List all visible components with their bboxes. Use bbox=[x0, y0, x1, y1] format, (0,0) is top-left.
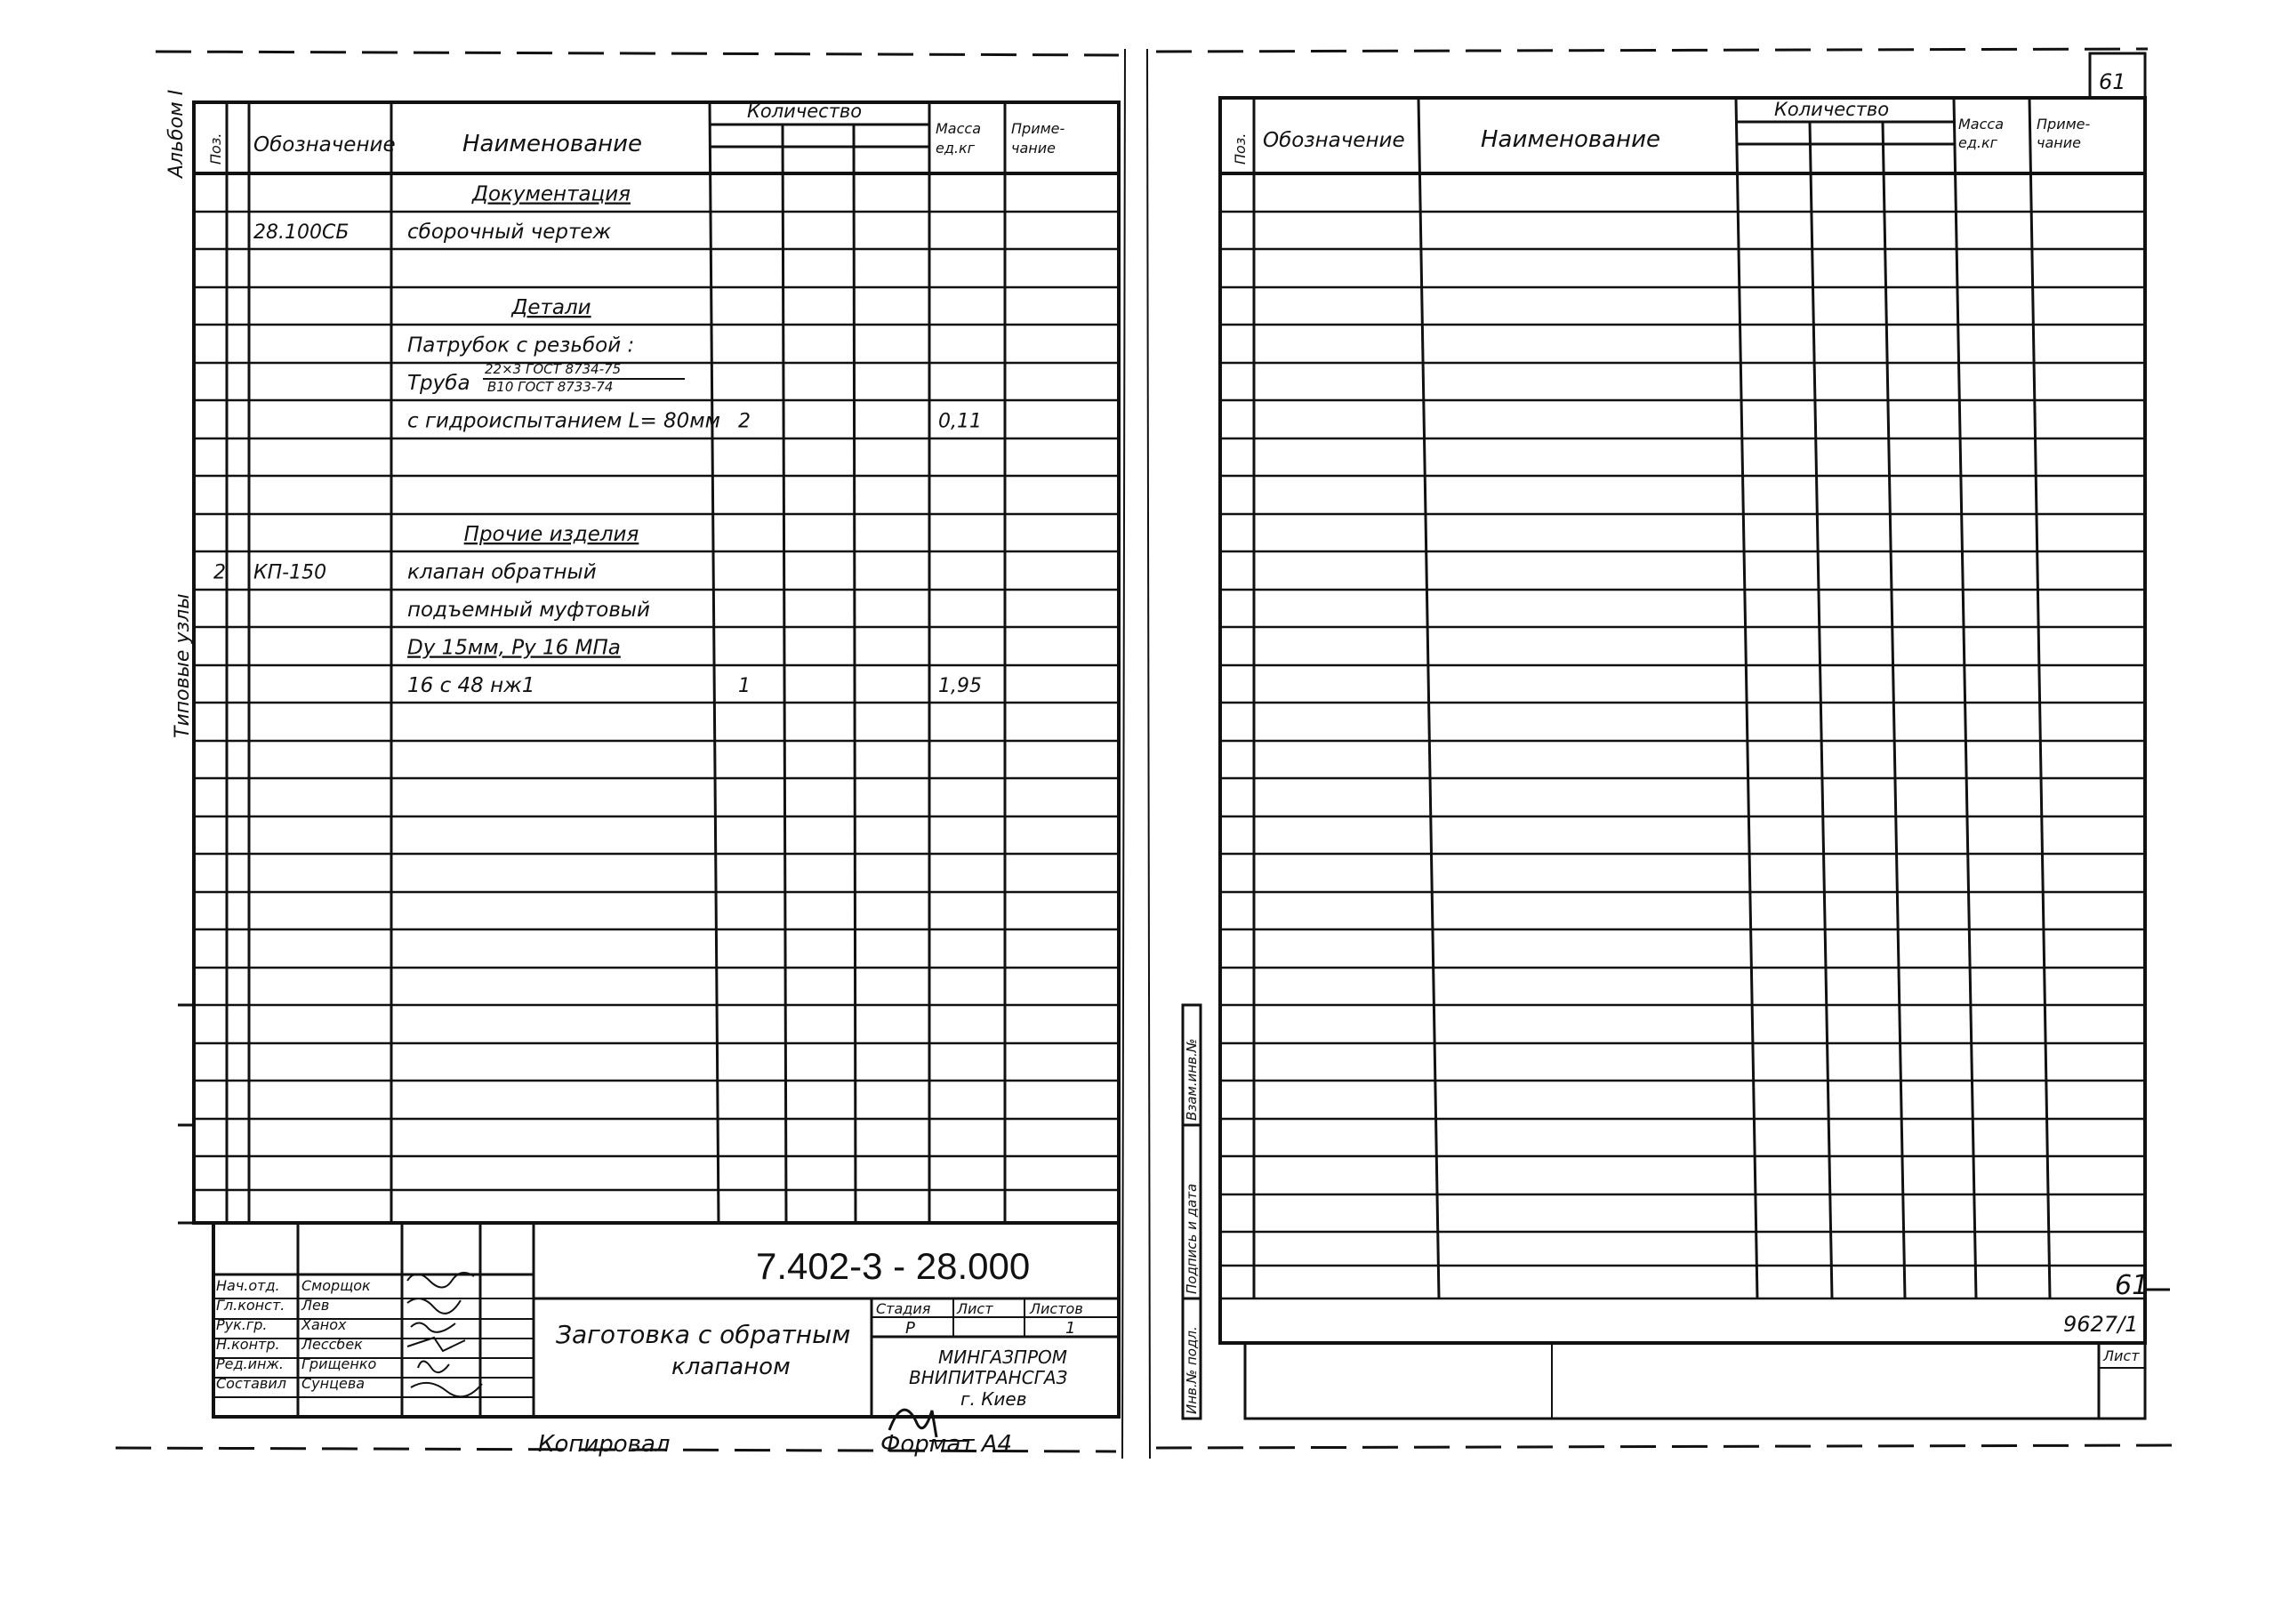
left-row-lines bbox=[194, 212, 1119, 1190]
signature-name: Сморщок bbox=[301, 1277, 371, 1294]
row-name: сборочный чертеж bbox=[407, 221, 612, 244]
header-note: Приме- bbox=[1011, 120, 1065, 137]
footer-copied: Копировал bbox=[538, 1431, 671, 1458]
signature-role: Гл.конст. bbox=[216, 1297, 285, 1314]
spec-rows bbox=[213, 183, 982, 698]
stamp-sign-label: Подпись и дата bbox=[1184, 1183, 1200, 1294]
row-name-fraction-bottom: В10 ГОСТ 8733-74 bbox=[487, 379, 614, 395]
svg-text:Приме-: Приме- bbox=[2037, 116, 2091, 133]
signature-role: Нач.отд. bbox=[216, 1277, 280, 1294]
row-qty: 1 bbox=[738, 675, 751, 697]
side-label-typical-nodes: Типовые узлы bbox=[172, 593, 194, 738]
svg-text:ед.кг: ед.кг bbox=[936, 140, 976, 157]
bottom-code: 9627/1 bbox=[2063, 1312, 2139, 1337]
section-heading: Детали bbox=[511, 296, 591, 319]
header-designation-right: Обозначение bbox=[1263, 129, 1405, 152]
signature-role: Рук.гр. bbox=[216, 1316, 268, 1333]
stamp-replace-label: Взам.инв.№ bbox=[1184, 1038, 1200, 1121]
header-designation: Обозначение bbox=[253, 133, 396, 157]
org-line1: МИНГАЗПРОМ bbox=[938, 1347, 1067, 1368]
title-line2: клапаном bbox=[671, 1354, 791, 1380]
sheets-value: 1 bbox=[1065, 1319, 1076, 1338]
row-name-fraction-top: 22×3 ГОСТ 8734-75 bbox=[485, 361, 622, 377]
left-text bbox=[165, 90, 1083, 1458]
side-label-album: Альбом I bbox=[165, 89, 188, 178]
svg-text:ед.кг: ед.кг bbox=[1958, 134, 1998, 151]
header-name-right: Наименование bbox=[1481, 126, 1661, 153]
signature-role: Составил bbox=[216, 1375, 286, 1392]
row-name: Патрубок с резьбой : bbox=[407, 334, 635, 358]
row-name: подъемный муфтовый bbox=[407, 599, 650, 622]
row-name: Dу 15мм, Ру 16 МПа bbox=[407, 636, 621, 660]
header-name: Наименование bbox=[462, 131, 643, 157]
stage-label: Стадия bbox=[876, 1300, 931, 1317]
row-mass: 0,11 bbox=[938, 410, 982, 433]
org-line3: г. Киев bbox=[960, 1388, 1027, 1410]
section-heading: Документация bbox=[471, 182, 631, 206]
row-name: 16 с 48 нж1 bbox=[407, 674, 535, 697]
signature-role: Н.контр. bbox=[216, 1336, 280, 1353]
org-line2: ВНИПИТРАНСГАЗ bbox=[909, 1367, 1068, 1388]
bottom-sheet-label: Лист bbox=[2103, 1347, 2140, 1364]
footer-format: Формат А4 bbox=[880, 1431, 1013, 1458]
signature-name: Ханох bbox=[301, 1316, 347, 1333]
svg-text:чание: чание bbox=[2037, 134, 2081, 151]
signature-name: Лев bbox=[301, 1297, 330, 1314]
row-name: Труба bbox=[407, 372, 470, 395]
right-sheet bbox=[1156, 49, 2179, 1448]
title-line1: Заготовка с обратным bbox=[556, 1320, 851, 1349]
header-quantity-right: Количество bbox=[1774, 99, 1890, 120]
document-code: 7.402-3 - 28.000 bbox=[756, 1245, 1031, 1287]
signature-name: Грищенко bbox=[301, 1355, 377, 1372]
header-quantity: Количество bbox=[747, 100, 863, 122]
signature-rows bbox=[216, 1277, 377, 1392]
svg-text:чание: чание bbox=[1011, 140, 1056, 157]
row-mass: 1,95 bbox=[938, 675, 982, 697]
header-pos-right: Поз. bbox=[1232, 133, 1249, 165]
row-designation: 28.100СБ bbox=[253, 221, 350, 244]
row-name: с гидроиспытанием L= 80мм bbox=[407, 409, 721, 433]
header-pos: Поз. bbox=[207, 133, 224, 165]
right-row-lines bbox=[1220, 212, 2145, 1298]
bottom-sheet-number: 61 bbox=[2115, 1270, 2149, 1301]
left-sheet bbox=[116, 52, 1119, 1451]
header-mass: Масса bbox=[936, 120, 982, 137]
signature-name: Лессбек bbox=[301, 1336, 363, 1353]
row-pos: 2 bbox=[213, 561, 226, 584]
row-qty: 2 bbox=[738, 410, 751, 433]
signature-role: Ред.инж. bbox=[216, 1355, 284, 1372]
sheet-label: Лист bbox=[957, 1300, 993, 1317]
row-designation: КП-150 bbox=[253, 561, 327, 584]
stamp-inv-label: Инв.№ подл. bbox=[1184, 1326, 1200, 1414]
sheet-number-top: 61 bbox=[2099, 69, 2126, 94]
svg-text:Масса: Масса bbox=[1958, 116, 2005, 133]
row-name: клапан обратный bbox=[407, 560, 597, 584]
stage-value: Р bbox=[905, 1319, 915, 1338]
signature-name: Сунцева bbox=[301, 1375, 366, 1392]
sheet-divider bbox=[1122, 49, 1125, 1459]
sheets-label: Листов bbox=[1030, 1300, 1083, 1317]
section-heading: Прочие изделия bbox=[463, 523, 639, 546]
